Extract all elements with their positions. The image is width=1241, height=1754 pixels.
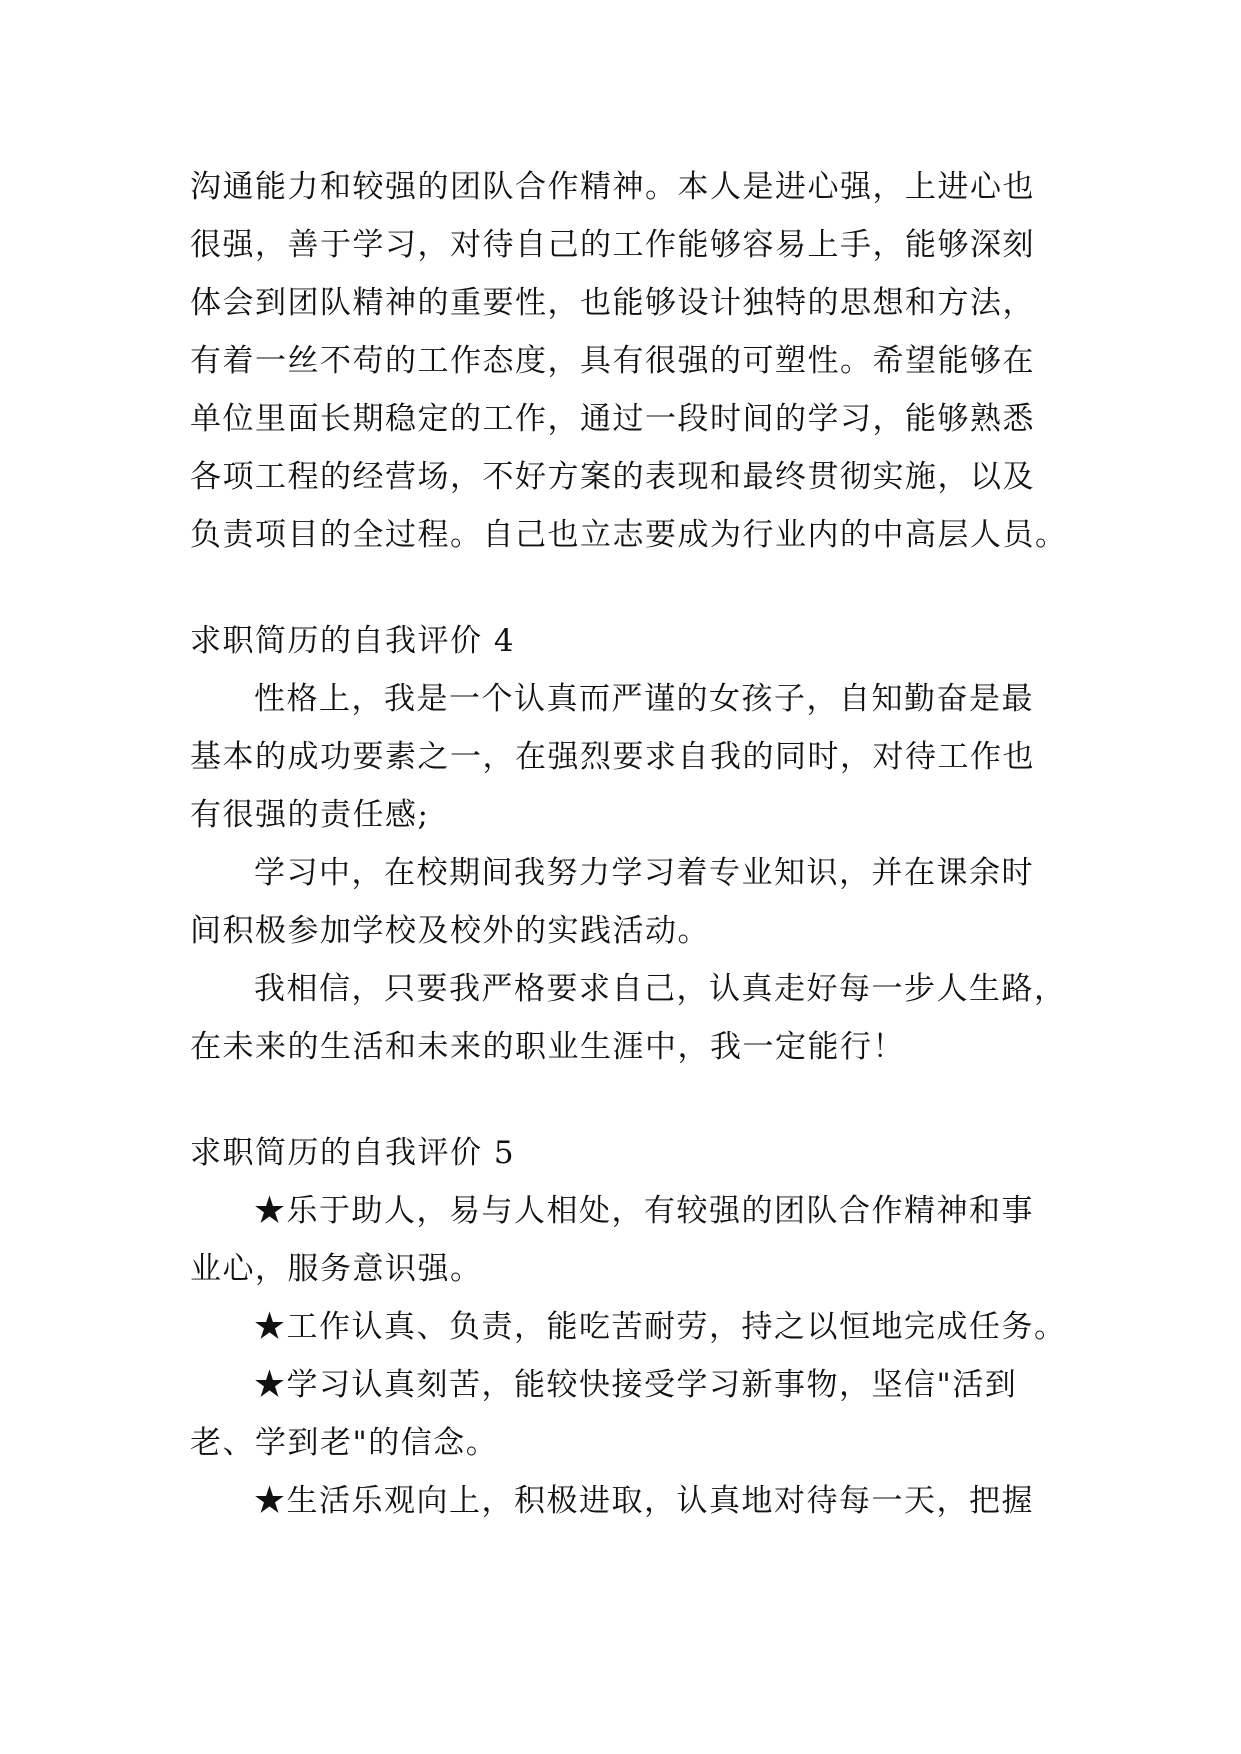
paragraph [190, 1356, 1070, 1472]
paragraph [190, 1298, 1070, 1356]
paragraph [190, 670, 1070, 844]
text-line: 单位里面长期稳定的工作，通过一段时间的学习，能够熟悉 [190, 401, 1035, 437]
paragraph [190, 1182, 1070, 1298]
text-line: 业心，服务意识强。 [190, 1251, 483, 1287]
text-line: 有很强的责任感; [190, 797, 430, 833]
text-line: 学习中，在校期间我努力学习着专业知识，并在课余时 [254, 855, 1034, 891]
document-body [190, 158, 1070, 1530]
text-line: 体会到团队精神的重要性，也能够设计独特的思想和方法， [190, 285, 1035, 321]
text-line: 基本的成功要素之一，在强烈要求自我的同时，对待工作也 [190, 739, 1035, 775]
paragraph [190, 844, 1070, 960]
section-4-heading: 求职简历的自我评价 4 [190, 623, 516, 659]
text-line: 负责项目的全过程。自己也立志要成为行业内的中高层人员。 [190, 517, 1068, 553]
text-line: ★生活乐观向上，积极进取，认真地对待每一天，把握 [254, 1483, 1034, 1519]
text-line: 有着一丝不苟的工作态度，具有很强的可塑性。希望能够在 [190, 343, 1035, 379]
text-line: 在未来的生活和未来的职业生涯中，我一定能行！ [190, 1029, 905, 1065]
text-line: ★乐于助人，易与人相处，有较强的团队合作精神和事 [254, 1193, 1034, 1229]
text-line: 各项工程的经营场，不好方案的表现和最终贯彻实施，以及 [190, 459, 1035, 495]
section-5-heading: 求职简历的自我评价 5 [190, 1135, 516, 1171]
text-line: 沟通能力和较强的团队合作精神。本人是进心强，上进心也 [190, 169, 1035, 205]
section-4 [190, 612, 1070, 1076]
section-5 [190, 1124, 1070, 1530]
text-line: ★工作认真、负责，能吃苦耐劳，持之以恒地完成任务。 [254, 1309, 1067, 1345]
text-line: 间积极参加学校及校外的实践活动。 [190, 913, 710, 949]
text-line: 很强，善于学习，对待自己的工作能够容易上手，能够深刻 [190, 227, 1035, 263]
section-gap [190, 564, 1070, 612]
text-line: 性格上，我是一个认真而严谨的女孩子，自知勤奋是最 [254, 681, 1034, 717]
section-gap [190, 1076, 1070, 1124]
text-line: ★学习认真刻苦，能较快接受学习新事物，坚信"活到 [254, 1367, 1018, 1403]
text-line: 老、学到老"的信念。 [190, 1425, 499, 1461]
text-line: 我相信，只要我严格要求自己，认真走好每一步人生路， [254, 971, 1067, 1007]
paragraph [190, 960, 1070, 1076]
section-3-continuation [190, 158, 1070, 564]
paragraph [190, 1472, 1070, 1530]
